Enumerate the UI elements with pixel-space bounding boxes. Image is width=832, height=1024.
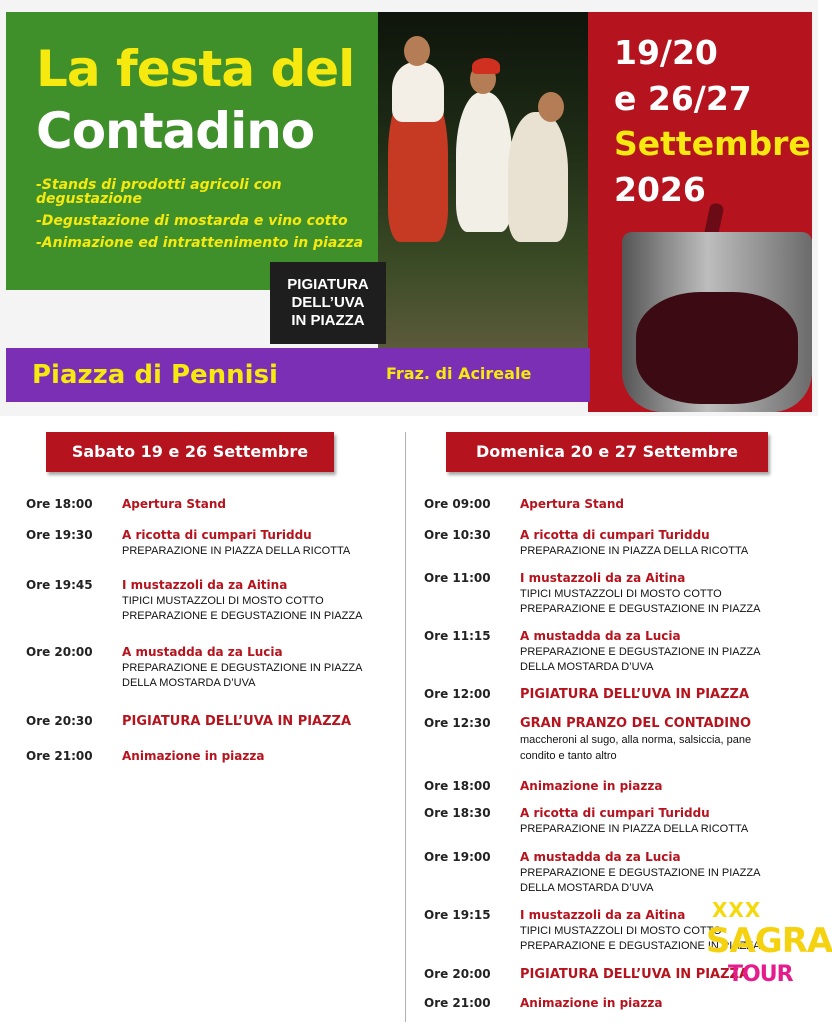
saturday-header: Sabato 19 e 26 Settembre	[46, 432, 334, 472]
item-title: A ricotta di cumpari Turiddu	[520, 528, 710, 542]
location-band	[6, 348, 590, 402]
must-liquid	[636, 292, 798, 404]
item-title: A mustadda da za Lucia	[520, 850, 681, 864]
red-headscarf	[472, 58, 500, 74]
item-time: Ore 19:15	[424, 908, 491, 922]
event-dates	[614, 30, 811, 212]
item-time: Ore 18:30	[424, 806, 491, 820]
item-title: A ricotta di cumpari Turiddu	[520, 806, 710, 820]
item-description: PREPARAZIONE E DEGUSTAZIONE IN PIAZZA DELLA MOSTARDA D’UVA	[520, 867, 761, 895]
item-description: PREPARAZIONE IN PIAZZA DELLA RICOTTA	[122, 545, 351, 557]
dancer-head	[538, 92, 564, 122]
date-panel	[588, 12, 812, 412]
item-time: Ore 12:00	[424, 687, 491, 701]
item-description: TIPICI MUSTAZZOLI DI MOSTO COTTO PREPARAZIONE E DEGUSTAZIONE IN PIAZZA	[122, 595, 363, 623]
logo-xxx: XXX	[712, 898, 762, 922]
dancer-figure	[392, 62, 444, 122]
location-frazione: Fraz. di Acireale	[386, 364, 532, 383]
date-days-1: 19/20	[614, 33, 718, 72]
item-time: Ore 09:00	[424, 497, 491, 511]
location-name: Piazza di Pennisi	[32, 360, 278, 390]
dancer-figure	[508, 112, 568, 242]
item-time: Ore 18:00	[424, 779, 491, 793]
item-title: A mustadda da za Lucia	[520, 629, 681, 643]
date-month: Settembre	[614, 124, 811, 164]
dancer-head	[404, 36, 430, 66]
item-description: PREPARAZIONE E DEGUSTAZIONE IN PIAZZA DELLA MOSTARDA D’UVA	[520, 646, 761, 674]
dancer-figure	[456, 92, 512, 232]
item-time: Ore 20:00	[424, 967, 491, 981]
item-description: PREPARAZIONE IN PIAZZA DELLA RICOTTA	[520, 545, 749, 557]
highlight-item: -Animazione ed intrattenimento in piazza	[36, 235, 364, 251]
event-title-line1: La festa del	[36, 40, 355, 98]
item-description: PREPARAZIONE IN PIAZZA DELLA RICOTTA	[520, 823, 749, 835]
item-time: Ore 21:00	[26, 749, 93, 763]
item-title: PIGIATURA DELL’UVA IN PIAZZA	[122, 714, 352, 729]
item-title: I mustazzoli da za Aitina	[520, 908, 686, 922]
item-title: Animazione in piazza	[122, 749, 265, 763]
item-description: TIPICI MUSTAZZOLI DI MOSTO COTTO PREPARAZIONE E DEGUSTAZIONE IN PIAZZA	[520, 588, 761, 616]
highlight-item: -Degustazione di mostarda e vino cotto	[36, 213, 348, 229]
item-title: PIGIATURA DELL’UVA IN PIAZZA	[520, 967, 750, 982]
item-description: maccheroni al sugo, alla norma, salsiccia, pane condito e tanto altro	[520, 734, 752, 763]
item-time: Ore 11:15	[424, 629, 491, 643]
item-title: I mustazzoli da za Aitina	[122, 578, 288, 592]
event-title-line2: Contadino	[36, 102, 315, 160]
grape-stomping-photo	[378, 12, 592, 348]
highlight-item: -Stands di prodotti agricoli con degustazione	[36, 177, 282, 207]
item-title: A mustadda da za Lucia	[122, 645, 283, 659]
must-pot-image	[622, 232, 812, 412]
item-time: Ore 12:30	[424, 716, 491, 730]
pigiatura-text: PIGIATURA DELL’UVA IN PIAZZA	[287, 276, 369, 329]
title-panel	[6, 12, 386, 290]
item-title: A ricotta di cumpari Turiddu	[122, 528, 312, 542]
item-time: Ore 19:45	[26, 578, 93, 592]
item-time: Ore 19:00	[424, 850, 491, 864]
sunday-header: Domenica 20 e 27 Settembre	[446, 432, 768, 472]
sagra-tour-logo	[706, 898, 832, 994]
item-title: Animazione in piazza	[520, 779, 663, 793]
logo-sagra: SAGRA	[706, 921, 832, 961]
item-title: Animazione in piazza	[520, 996, 663, 1010]
item-title: GRAN PRANZO DEL CONTADINO	[520, 716, 752, 731]
item-title: PIGIATURA DELL’UVA IN PIAZZA	[520, 687, 750, 702]
date-days-2: e 26/27	[614, 78, 752, 118]
poster-header	[0, 0, 818, 416]
item-time: Ore 19:30	[26, 528, 93, 542]
item-time: Ore 20:00	[26, 645, 93, 659]
item-title: Apertura Stand	[520, 497, 625, 511]
item-time: Ore 11:00	[424, 571, 491, 585]
highlights-list	[36, 178, 386, 258]
item-time: Ore 10:30	[424, 528, 491, 542]
item-title: Apertura Stand	[122, 497, 227, 511]
item-title: I mustazzoli da za Aitina	[520, 571, 686, 585]
item-description: TIPICI MUSTAZZOLI DI MOSTO COTTO PREPARAZIONE E DEGUSTAZIONE IN PIAZZA	[520, 925, 761, 953]
item-time: Ore 21:00	[424, 996, 491, 1010]
item-time: Ore 20:30	[26, 714, 93, 728]
date-year: 2026	[614, 169, 706, 209]
logo-tour: TOUR	[728, 962, 793, 987]
item-description: PREPARAZIONE E DEGUSTAZIONE IN PIAZZA DELLA MOSTARDA D’UVA	[122, 662, 363, 690]
pigiatura-label	[270, 262, 386, 344]
item-time: Ore 18:00	[26, 497, 93, 511]
